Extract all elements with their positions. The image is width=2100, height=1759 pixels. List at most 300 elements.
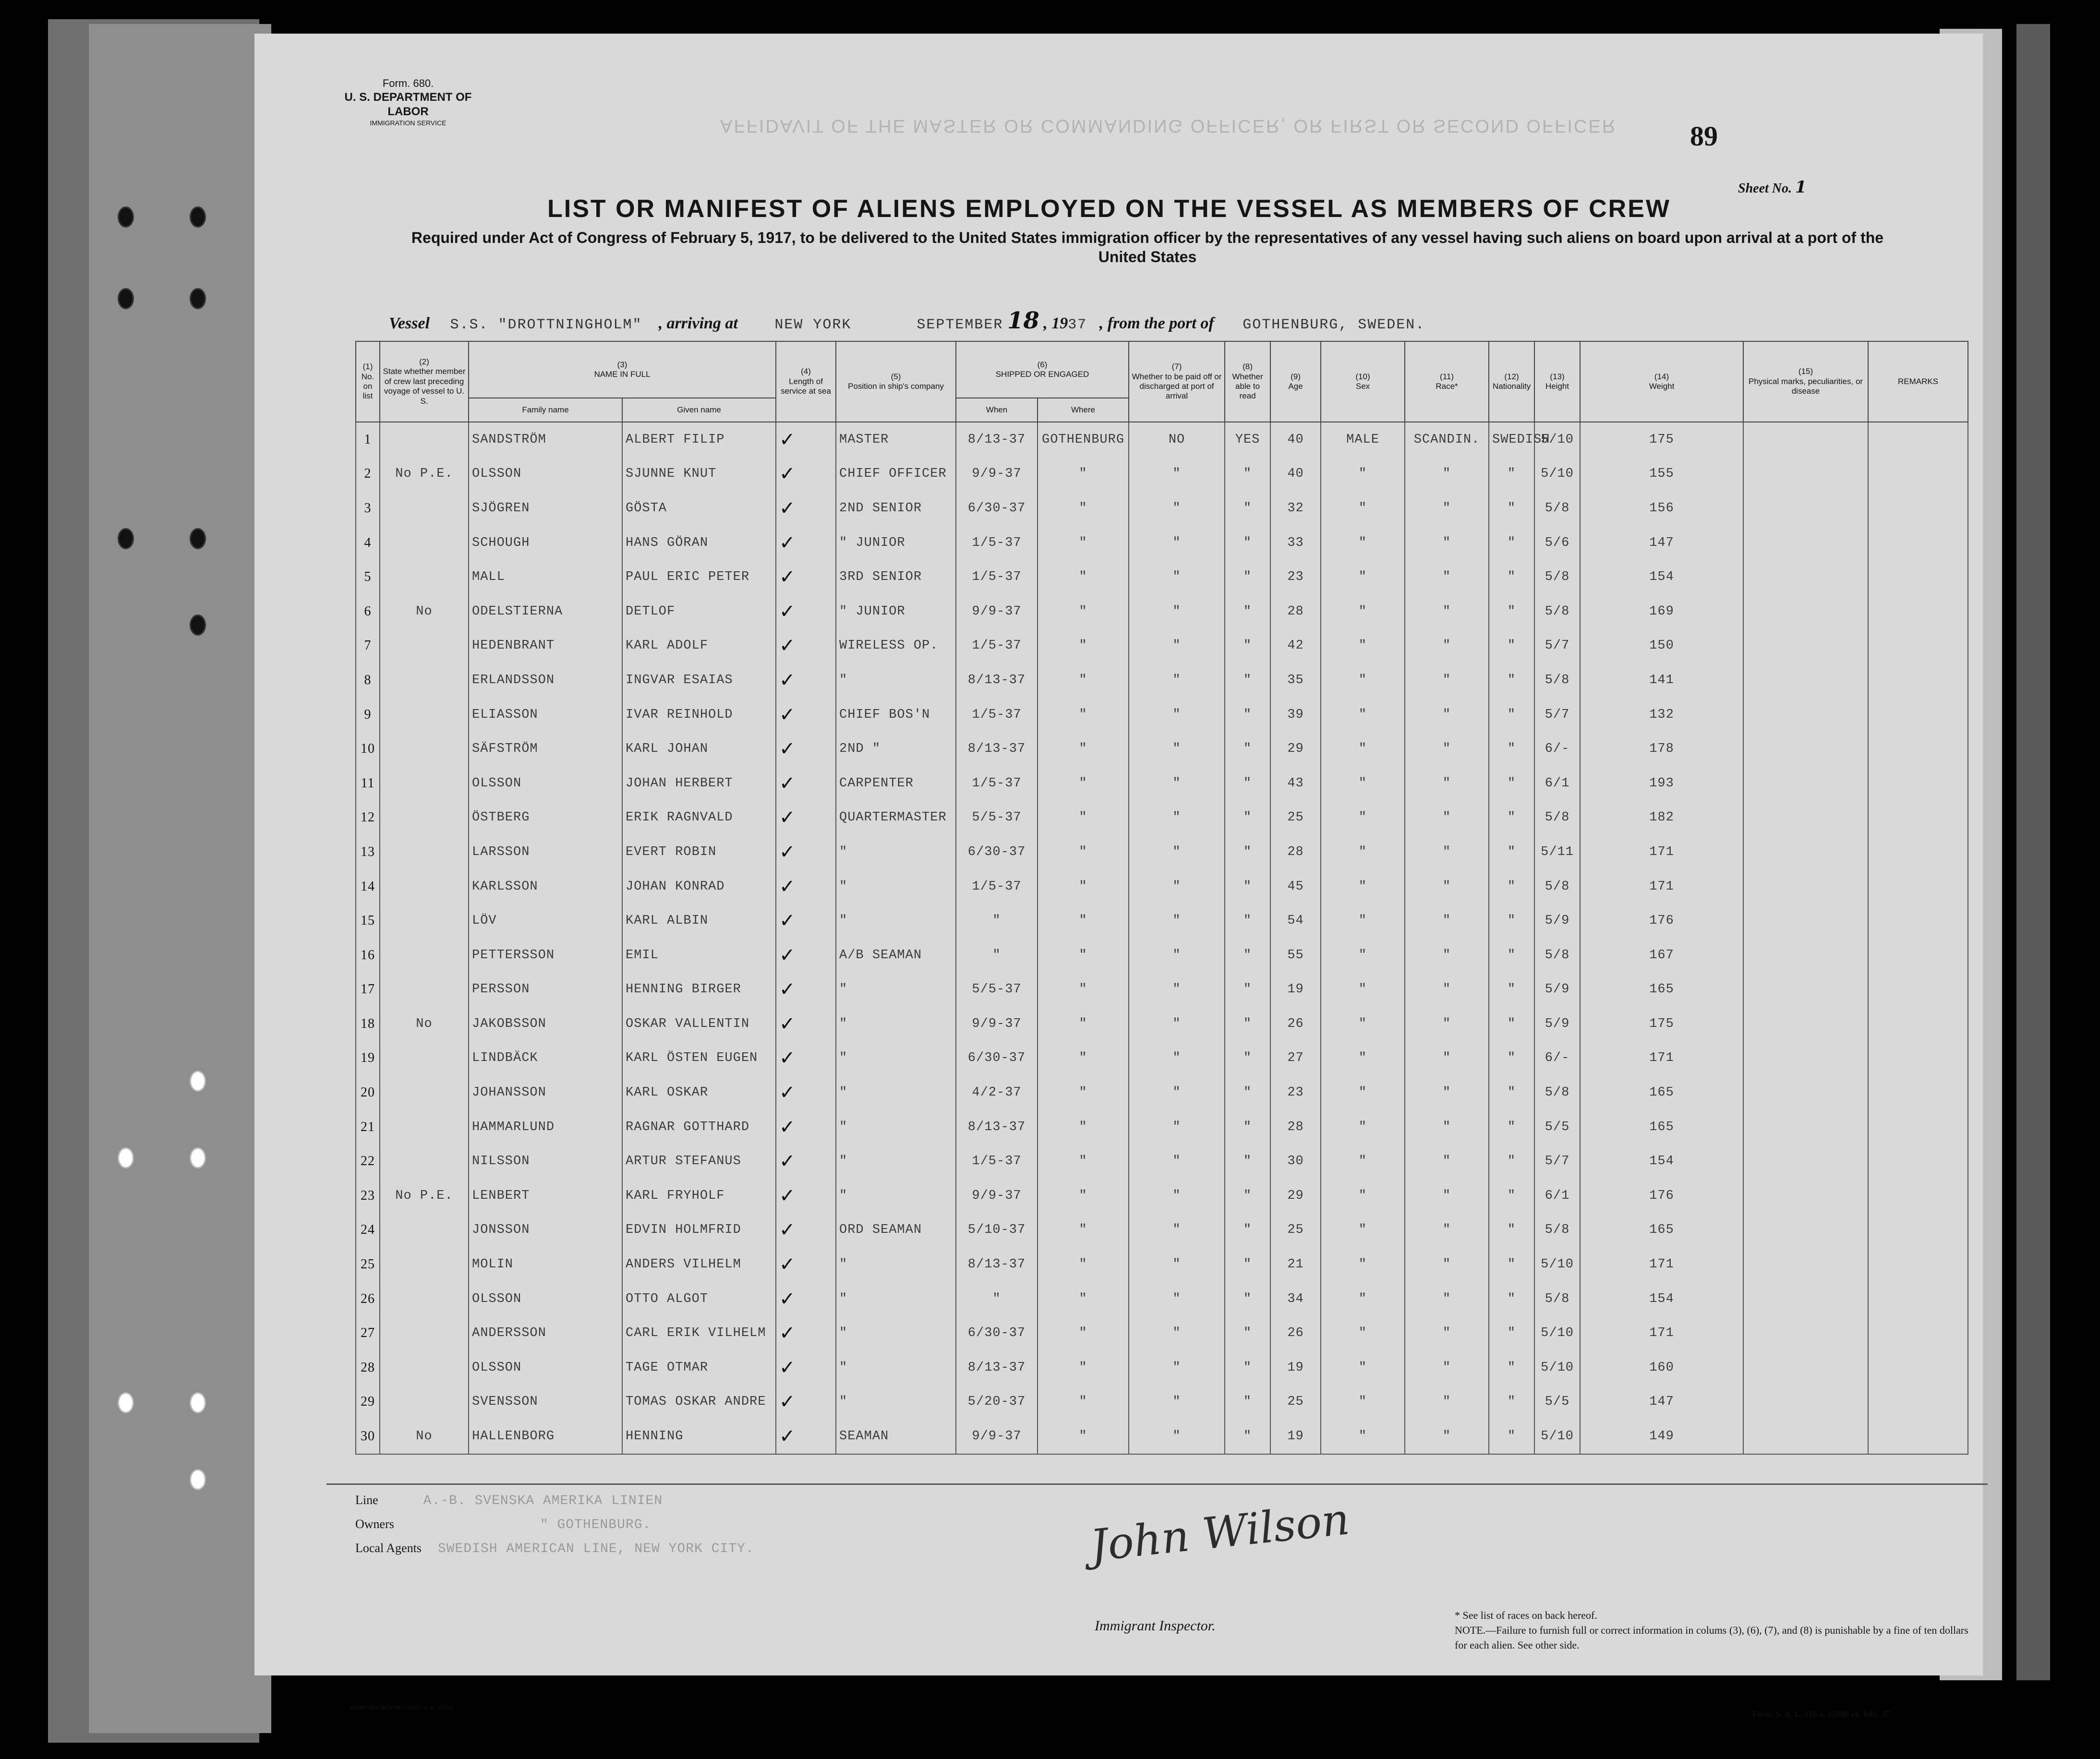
cell-weight: 155 (1580, 457, 1743, 492)
cell-height: 5/8 (1534, 560, 1580, 594)
table-row (356, 1110, 1968, 1145)
table-row (356, 594, 1968, 629)
cell-nationality: " (1489, 904, 1534, 938)
cell-prev-voyage (380, 938, 469, 973)
vessel-line (389, 307, 1973, 334)
cell-family-name: HALLENBORG (469, 1419, 622, 1454)
cell-paid-off: " (1129, 1179, 1225, 1213)
cell-row-number: 28 (356, 1350, 380, 1385)
cell-shipped-where: " (1038, 1247, 1129, 1282)
cell-position: " (836, 904, 956, 938)
cell-height: 6/1 (1534, 1179, 1580, 1213)
col-position-header: (5) Position in ship's company (836, 341, 956, 422)
cell-age: 26 (1270, 1316, 1321, 1350)
cell-row-number: 11 (356, 766, 380, 801)
cell-age: 40 (1270, 422, 1321, 457)
cell-service-check: ✓ (776, 663, 836, 698)
cell-shipped-where: " (1038, 1007, 1129, 1041)
cell-paid-off: " (1129, 629, 1225, 663)
cell-position: ORD SEAMAN (836, 1213, 956, 1248)
table-row (356, 835, 1968, 869)
cell-shipped-when: " (956, 1282, 1038, 1316)
cell-remarks (1868, 698, 1968, 732)
binder-hole (190, 1392, 206, 1413)
cell-family-name: MOLIN (469, 1247, 622, 1282)
cell-service-check: ✓ (776, 1350, 836, 1385)
cell-physical-marks (1743, 1385, 1868, 1420)
cell-service-check: ✓ (776, 457, 836, 492)
cell-age: 25 (1270, 801, 1321, 835)
binder-hole (190, 288, 206, 309)
cell-height: 5/7 (1534, 629, 1580, 663)
cell-sex: " (1321, 732, 1405, 766)
cell-physical-marks (1743, 732, 1868, 766)
cell-race: " (1405, 560, 1489, 594)
cell-given-name: KARL ADOLF (622, 629, 776, 663)
cell-row-number: 14 (356, 869, 380, 904)
cell-weight: 160 (1580, 1350, 1743, 1385)
binder-hole (190, 614, 206, 636)
cell-family-name: MALL (469, 560, 622, 594)
cell-weight: 171 (1580, 869, 1743, 904)
cell-physical-marks (1743, 1282, 1868, 1316)
cell-shipped-when: 5/5-37 (956, 973, 1038, 1007)
footer-notes (1455, 1608, 1983, 1652)
col-family-name-header: Family name (469, 398, 622, 422)
cell-able-to-read: " (1225, 594, 1270, 629)
cell-row-number: 18 (356, 1007, 380, 1041)
cell-service-check: ✓ (776, 629, 836, 663)
cell-family-name: ANDERSSON (469, 1316, 622, 1350)
vessel-name: S.S. "DROTTNINGHOLM" (450, 317, 642, 333)
cell-physical-marks (1743, 594, 1868, 629)
cell-race: " (1405, 938, 1489, 973)
col-weight-header: (14) Weight (1580, 341, 1743, 422)
table-row (356, 973, 1968, 1007)
cell-race: " (1405, 904, 1489, 938)
cell-remarks (1868, 1041, 1968, 1076)
penalty-note: NOTE.—Failure to furnish full or correct information in colums (3), (6), (7), and (8) is punishable by a fine of ten dollars for each alien. See other side. (1455, 1624, 1968, 1651)
col-nationality-header: (12) Nationality (1489, 341, 1534, 422)
cell-sex: " (1321, 1179, 1405, 1213)
cell-sex: " (1321, 629, 1405, 663)
cell-able-to-read: " (1225, 663, 1270, 698)
cell-given-name: EDVIN HOLMFRID (622, 1213, 776, 1248)
cell-shipped-when: 1/5-37 (956, 629, 1038, 663)
cell-able-to-read: " (1225, 1110, 1270, 1145)
cell-nationality: " (1489, 973, 1534, 1007)
cell-remarks (1868, 1316, 1968, 1350)
cell-shipped-where: " (1038, 1350, 1129, 1385)
manifest-page (254, 34, 1983, 1719)
cell-paid-off: " (1129, 1007, 1225, 1041)
cell-age: 19 (1270, 973, 1321, 1007)
cell-height: 5/8 (1534, 663, 1580, 698)
cell-paid-off: " (1129, 1385, 1225, 1420)
cell-given-name: ARTUR STEFANUS (622, 1144, 776, 1179)
cell-given-name: KARL JOHAN (622, 732, 776, 766)
cell-physical-marks (1743, 1144, 1868, 1179)
cell-position: QUARTERMASTER (836, 801, 956, 835)
binder-hole (118, 206, 134, 228)
binder-hole (190, 206, 206, 228)
cell-race: " (1405, 594, 1489, 629)
cell-height: 5/8 (1534, 938, 1580, 973)
arrival-month: SEPTEMBER (917, 317, 1003, 333)
cell-shipped-where: " (1038, 1213, 1129, 1248)
table-row (356, 1213, 1968, 1248)
cell-age: 43 (1270, 766, 1321, 801)
cell-service-check: ✓ (776, 594, 836, 629)
cell-nationality: " (1489, 766, 1534, 801)
cell-row-number: 27 (356, 1316, 380, 1350)
cell-family-name: NILSSON (469, 1144, 622, 1179)
page-subtitle: Required under Act of Congress of February 5, 1917, to be delivered to the United States immigration officer by the representatives of any vessel having such aliens on board upon arrival at a port of the United States (411, 229, 1884, 265)
cell-given-name: GÖSTA (622, 491, 776, 526)
cell-shipped-when: 1/5-37 (956, 869, 1038, 904)
binder-strip (89, 24, 271, 1733)
cell-weight: 165 (1580, 1075, 1743, 1110)
cell-prev-voyage (380, 869, 469, 904)
cell-able-to-read: " (1225, 938, 1270, 973)
col-read-header: (8) Whether able to read (1225, 341, 1270, 422)
cell-position: " JUNIOR (836, 526, 956, 560)
cell-shipped-where: " (1038, 801, 1129, 835)
cell-height: 5/10 (1534, 1316, 1580, 1350)
cell-height: 5/10 (1534, 1350, 1580, 1385)
binder-hole (118, 1392, 134, 1413)
cell-shipped-where: " (1038, 1075, 1129, 1110)
cell-service-check: ✓ (776, 938, 836, 973)
cell-given-name: ALBERT FILIP (622, 422, 776, 457)
cell-sex: " (1321, 594, 1405, 629)
line-value: A.-B. SVENSKA AMERIKA LINIEN (423, 1494, 663, 1508)
cell-position: 3RD SENIOR (836, 560, 956, 594)
cell-position: WIRELESS OP. (836, 629, 956, 663)
cell-row-number: 24 (356, 1213, 380, 1248)
cell-physical-marks (1743, 1179, 1868, 1213)
cell-given-name: RAGNAR GOTTHARD (622, 1110, 776, 1145)
cell-given-name: SJUNNE KNUT (622, 457, 776, 492)
cell-shipped-when: 6/30-37 (956, 835, 1038, 869)
cell-race: " (1405, 835, 1489, 869)
table-row (356, 629, 1968, 663)
cell-shipped-when: 8/13-37 (956, 1110, 1038, 1145)
cell-shipped-where: " (1038, 766, 1129, 801)
cell-height: 5/8 (1534, 1213, 1580, 1248)
cell-able-to-read: " (1225, 1385, 1270, 1420)
cell-physical-marks (1743, 629, 1868, 663)
cell-age: 35 (1270, 663, 1321, 698)
agents-row (355, 1541, 754, 1556)
cell-shipped-when: 5/5-37 (956, 801, 1038, 835)
cell-given-name: HANS GÖRAN (622, 526, 776, 560)
col-age-header: (9) Age (1270, 341, 1321, 422)
cell-weight: 132 (1580, 698, 1743, 732)
cell-height: 5/8 (1534, 594, 1580, 629)
cell-shipped-where: GOTHENBURG (1038, 422, 1129, 457)
cell-able-to-read: " (1225, 869, 1270, 904)
cell-height: 5/8 (1534, 1282, 1580, 1316)
cell-row-number: 29 (356, 1385, 380, 1420)
cell-shipped-when: 6/30-37 (956, 1041, 1038, 1076)
cell-physical-marks (1743, 1419, 1868, 1454)
cell-race: " (1405, 1179, 1489, 1213)
cell-weight: 154 (1580, 560, 1743, 594)
cell-nationality: " (1489, 1247, 1534, 1282)
cell-prev-voyage: No (380, 594, 469, 629)
cell-sex: " (1321, 869, 1405, 904)
cell-nationality: " (1489, 1041, 1534, 1076)
cell-age: 39 (1270, 698, 1321, 732)
cell-shipped-when: 1/5-37 (956, 560, 1038, 594)
cell-row-number: 22 (356, 1144, 380, 1179)
cell-service-check: ✓ (776, 801, 836, 835)
cell-paid-off: " (1129, 904, 1225, 938)
cell-nationality: SWEDISH (1489, 422, 1534, 457)
cell-given-name: EMIL (622, 938, 776, 973)
cell-weight: 182 (1580, 801, 1743, 835)
cell-service-check: ✓ (776, 1419, 836, 1454)
cell-row-number: 7 (356, 629, 380, 663)
cell-sex: " (1321, 1213, 1405, 1248)
cell-service-check: ✓ (776, 422, 836, 457)
cell-service-check: ✓ (776, 869, 836, 904)
cell-height: 5/9 (1534, 1007, 1580, 1041)
cell-family-name: SANDSTRÖM (469, 422, 622, 457)
cell-physical-marks (1743, 973, 1868, 1007)
cell-family-name: ERLANDSSON (469, 663, 622, 698)
cell-shipped-when: 9/9-37 (956, 1007, 1038, 1041)
cell-age: 29 (1270, 732, 1321, 766)
cell-prev-voyage (380, 663, 469, 698)
from-label: , from the port of (1099, 314, 1214, 332)
cell-position: " (836, 869, 956, 904)
cell-service-check: ✓ (776, 1316, 836, 1350)
cell-family-name: JAKOBSSON (469, 1007, 622, 1041)
cell-remarks (1868, 1247, 1968, 1282)
binder-hole (118, 528, 134, 549)
arrival-port: NEW YORK (774, 317, 852, 333)
cell-remarks (1868, 869, 1968, 904)
cell-age: 28 (1270, 1110, 1321, 1145)
sheet-value: 1 (1795, 178, 1807, 197)
table-row (356, 560, 1968, 594)
cell-paid-off: " (1129, 766, 1225, 801)
cell-weight: 149 (1580, 1419, 1743, 1454)
cell-height: 6/1 (1534, 766, 1580, 801)
cell-row-number: 9 (356, 698, 380, 732)
cell-height: 5/9 (1534, 904, 1580, 938)
cell-row-number: 6 (356, 594, 380, 629)
cell-able-to-read: " (1225, 698, 1270, 732)
cell-able-to-read: " (1225, 1247, 1270, 1282)
cell-race: " (1405, 1385, 1489, 1420)
arrival-day: 18 (1007, 307, 1039, 334)
cell-height: 5/5 (1534, 1110, 1580, 1145)
col-length-service-header: (4) Length of service at sea (776, 341, 836, 422)
cell-paid-off: NO (1129, 422, 1225, 457)
cell-weight: 171 (1580, 1041, 1743, 1076)
cell-age: 27 (1270, 1041, 1321, 1076)
cell-race: " (1405, 1144, 1489, 1179)
cell-shipped-where: " (1038, 1041, 1129, 1076)
cell-age: 19 (1270, 1350, 1321, 1385)
cell-weight: 167 (1580, 938, 1743, 973)
cell-nationality: " (1489, 594, 1534, 629)
cell-physical-marks (1743, 1075, 1868, 1110)
cell-race: " (1405, 1282, 1489, 1316)
cell-row-number: 23 (356, 1179, 380, 1213)
cell-height: 5/9 (1534, 973, 1580, 1007)
cell-sex: " (1321, 835, 1405, 869)
cell-remarks (1868, 1179, 1968, 1213)
cell-weight: 165 (1580, 1110, 1743, 1145)
cell-sex: " (1321, 938, 1405, 973)
table-row (356, 526, 1968, 560)
cell-given-name: OTTO ALGOT (622, 1282, 776, 1316)
cell-prev-voyage (380, 1075, 469, 1110)
cell-row-number: 4 (356, 526, 380, 560)
cell-service-check: ✓ (776, 732, 836, 766)
cell-paid-off: " (1129, 594, 1225, 629)
cell-age: 42 (1270, 629, 1321, 663)
cell-able-to-read: " (1225, 1316, 1270, 1350)
cell-age: 34 (1270, 1282, 1321, 1316)
cell-paid-off: " (1129, 1350, 1225, 1385)
cell-shipped-where: " (1038, 594, 1129, 629)
cell-family-name: LINDBÄCK (469, 1041, 622, 1076)
cell-physical-marks (1743, 491, 1868, 526)
cell-physical-marks (1743, 835, 1868, 869)
cell-paid-off: " (1129, 973, 1225, 1007)
cell-shipped-when: 8/13-37 (956, 663, 1038, 698)
cell-physical-marks (1743, 698, 1868, 732)
cell-able-to-read: " (1225, 766, 1270, 801)
cell-paid-off: " (1129, 1075, 1225, 1110)
cell-prev-voyage (380, 1350, 469, 1385)
cell-weight: 154 (1580, 1144, 1743, 1179)
cell-family-name: HAMMARLUND (469, 1110, 622, 1145)
cell-prev-voyage: No P.E. (380, 1179, 469, 1213)
cell-prev-voyage (380, 1385, 469, 1420)
cell-given-name: ERIK RAGNVALD (622, 801, 776, 835)
table-row (356, 1419, 1968, 1454)
cell-shipped-where: " (1038, 1419, 1129, 1454)
cell-shipped-where: " (1038, 1282, 1129, 1316)
cell-paid-off: " (1129, 491, 1225, 526)
cell-shipped-when: 5/10-37 (956, 1213, 1038, 1248)
cell-family-name: SVENSSON (469, 1385, 622, 1420)
cell-family-name: SCHOUGH (469, 526, 622, 560)
cell-shipped-when: 1/5-37 (956, 698, 1038, 732)
cell-weight: 147 (1580, 526, 1743, 560)
cell-weight: 178 (1580, 732, 1743, 766)
form-code: Form. S. A. L. 116 a. 15000 ex. febr. 37. (1752, 1709, 1892, 1719)
cell-shipped-when: " (956, 904, 1038, 938)
cell-sex: " (1321, 973, 1405, 1007)
cell-weight: 141 (1580, 663, 1743, 698)
cell-shipped-where: " (1038, 526, 1129, 560)
cell-paid-off: " (1129, 526, 1225, 560)
cell-paid-off: " (1129, 1419, 1225, 1454)
cell-nationality: " (1489, 526, 1534, 560)
cell-remarks (1868, 526, 1968, 560)
cell-remarks (1868, 1110, 1968, 1145)
cell-nationality: " (1489, 1213, 1534, 1248)
table-row (356, 1282, 1968, 1316)
cell-age: 55 (1270, 938, 1321, 973)
cell-remarks (1868, 732, 1968, 766)
col-race-header: (11) Race* (1405, 341, 1489, 422)
faded-heading: AFFIDAVIT OF THE MASTER OR COMMANDING OFFICER, OR FIRST OR SECOND OFFICER (720, 116, 1617, 136)
cell-paid-off: " (1129, 869, 1225, 904)
cell-family-name: JOHANSSON (469, 1075, 622, 1110)
cell-nationality: " (1489, 1075, 1534, 1110)
table-row (356, 698, 1968, 732)
cell-race: " (1405, 1075, 1489, 1110)
cell-row-number: 17 (356, 973, 380, 1007)
cell-prev-voyage (380, 835, 469, 869)
cell-physical-marks (1743, 560, 1868, 594)
cell-shipped-where: " (1038, 904, 1129, 938)
cell-age: 54 (1270, 904, 1321, 938)
cell-position: CHIEF OFFICER (836, 457, 956, 492)
cell-remarks (1868, 766, 1968, 801)
from-port: GOTHENBURG, SWEDEN. (1243, 317, 1425, 333)
cell-race: " (1405, 1041, 1489, 1076)
cell-shipped-when: 9/9-37 (956, 1179, 1038, 1213)
cell-remarks (1868, 1419, 1968, 1454)
cell-shipped-where: " (1038, 560, 1129, 594)
cell-physical-marks (1743, 1213, 1868, 1248)
cell-able-to-read: " (1225, 491, 1270, 526)
cell-height: 5/8 (1534, 801, 1580, 835)
col-remarks-header: REMARKS (1868, 341, 1968, 422)
cell-height: 5/10 (1534, 1419, 1580, 1454)
cell-family-name: PETTERSSON (469, 938, 622, 973)
cell-given-name: ANDERS VILHELM (622, 1247, 776, 1282)
cell-weight: 165 (1580, 1213, 1743, 1248)
cell-shipped-when: 8/13-37 (956, 422, 1038, 457)
cell-remarks (1868, 904, 1968, 938)
cell-weight: 156 (1580, 491, 1743, 526)
year-suffix: 37 (1068, 317, 1087, 333)
cell-prev-voyage (380, 491, 469, 526)
cell-given-name: IVAR REINHOLD (622, 698, 776, 732)
cell-sex: " (1321, 1419, 1405, 1454)
cell-able-to-read: " (1225, 629, 1270, 663)
cell-shipped-when: 5/20-37 (956, 1385, 1038, 1420)
cell-row-number: 8 (356, 663, 380, 698)
cell-remarks (1868, 973, 1968, 1007)
cell-shipped-where: " (1038, 698, 1129, 732)
table-row (356, 1007, 1968, 1041)
cell-nationality: " (1489, 457, 1534, 492)
cell-race: " (1405, 973, 1489, 1007)
table-row (356, 766, 1968, 801)
cell-shipped-where: " (1038, 869, 1129, 904)
cell-weight: 147 (1580, 1385, 1743, 1420)
cell-weight: 154 (1580, 1282, 1743, 1316)
cell-shipped-where: " (1038, 457, 1129, 492)
cell-nationality: " (1489, 663, 1534, 698)
table-row (356, 801, 1968, 835)
cell-age: 28 (1270, 594, 1321, 629)
cell-sex: " (1321, 1316, 1405, 1350)
form-number: Form. 680. (382, 77, 434, 89)
cell-given-name: KARL OSKAR (622, 1075, 776, 1110)
